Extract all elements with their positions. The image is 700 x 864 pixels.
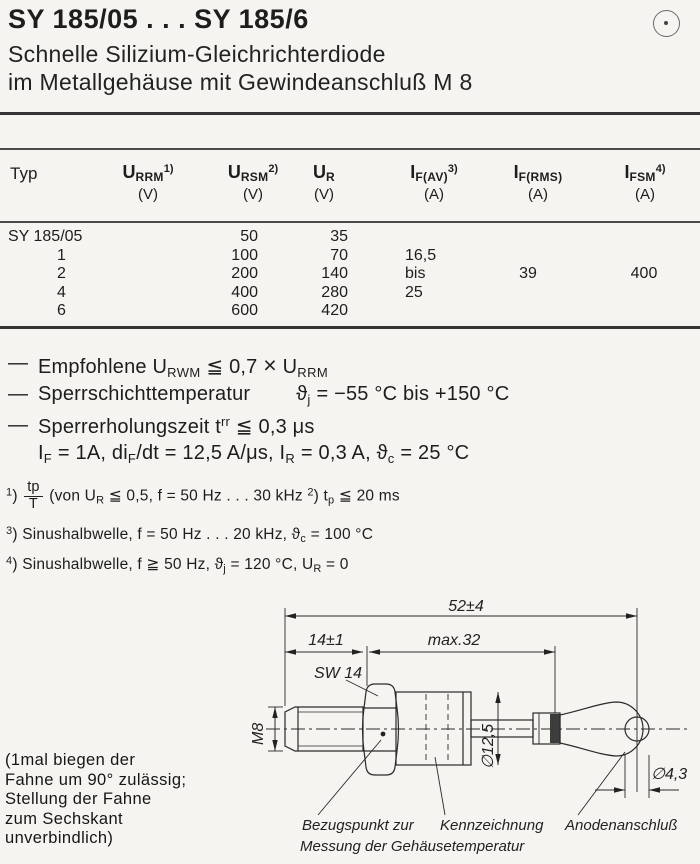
- column-header-ifrms: [514, 162, 563, 203]
- remark-line: (1mal biegen der: [5, 751, 136, 769]
- column-unit: (V): [137, 186, 158, 203]
- cell-ifsm: [588, 302, 700, 321]
- remark-line: Stellung der Fahne: [5, 790, 152, 808]
- table-row: [0, 228, 700, 247]
- leader-anode: [578, 752, 625, 815]
- cell-typ: SY 185/05: [8, 228, 83, 245]
- anode-connection-label: Anodenanschluß: [565, 817, 678, 834]
- cell-urrm: 100: [231, 246, 258, 264]
- remark-line: unverbindlich): [5, 829, 114, 847]
- column-header-label: $I_{F(AV)}^{3)}$: [410, 162, 458, 184]
- column-header-label: Typ: [10, 164, 38, 183]
- table-rule-mid: [0, 221, 700, 223]
- column-header-label: $U_{RSM}^{2)}$: [227, 162, 279, 184]
- table-row: [0, 284, 700, 303]
- note-urwm: [0, 352, 700, 380]
- cell-urrm: 400: [231, 283, 258, 301]
- publisher-mark-icon: [653, 10, 680, 37]
- cell-ifsm: [588, 284, 700, 303]
- leader-marking: [435, 757, 445, 815]
- header-rule: [0, 112, 700, 115]
- footnote-3: $^3$) Sinushalbwelle, f = 50 Hz . . . 20 kHz, $ϑ_c = 100$ °C: [6, 525, 374, 545]
- column-header-ursm: [228, 162, 278, 203]
- flag-bending-remark: [5, 751, 186, 849]
- note-dash: [0, 442, 38, 466]
- cell-urrm: 50: [240, 228, 258, 245]
- table-row: [0, 302, 700, 321]
- remark-line: zum Sechskant: [5, 809, 124, 828]
- sleeve-crimp: [550, 714, 560, 743]
- column-header-ur: [313, 162, 335, 203]
- column-header-label: $U_R$: [313, 162, 335, 184]
- cell-ifav: 16,5: [405, 246, 437, 264]
- cell-ifrms: [468, 228, 588, 247]
- note-junction-temperature: [0, 383, 700, 407]
- package-outline-drawing: [238, 593, 700, 864]
- column-header-ifav: [410, 162, 457, 203]
- cell-ifrms: [468, 284, 588, 303]
- leader-sw14: [346, 680, 378, 696]
- cell-ifav: [348, 228, 468, 247]
- cell-typ: 4: [57, 283, 66, 301]
- remark-line: Fahne um 90° zulässig;: [5, 770, 187, 789]
- column-header-label: $I_{FSM}^{4)}$: [624, 162, 666, 184]
- dimension-body-label: max.32: [427, 632, 481, 649]
- subtitle-line-1: Schnelle Silizium-Gleichrichterdiode: [8, 41, 386, 67]
- cell-ifsm: [588, 228, 700, 247]
- column-unit: (V): [242, 186, 263, 203]
- footnote-4: $^4$) Sinushalbwelle, f ≧ 50 Hz, $ϑ_j = 120$ °C, $U_R = 0$: [6, 555, 349, 575]
- body-diameter-label: ∅12,5: [480, 723, 497, 769]
- publisher-mark-dot: [664, 21, 668, 25]
- cell-ur: 140: [321, 265, 348, 282]
- table-body: [0, 228, 700, 321]
- note-test-conditions: [0, 442, 700, 466]
- table-row: [0, 265, 700, 284]
- cell-ifrms: [468, 247, 588, 266]
- cell-typ: 2: [57, 265, 66, 282]
- hole-diameter-label: ∅4,3: [651, 766, 688, 783]
- cell-ifrms: [468, 302, 588, 321]
- cell-ur: 70: [330, 246, 348, 264]
- note-dash: —: [8, 352, 29, 374]
- footnote-1-2: $^1$) $\frac{tp}{T}$ (von $U_R$ ≦ 0,5, f = 50 Hz . . . 30 kHz $^2$) $t_p$ ≦ 20 ms: [6, 479, 400, 512]
- case-temperature-reference-dot: [381, 732, 386, 737]
- table-rule-top: [0, 148, 700, 150]
- cell-typ: 6: [57, 302, 66, 319]
- column-unit: (V): [314, 186, 334, 203]
- subtitle-line-2: im Metallgehäuse mit Gewindeanschluß M 8: [8, 69, 473, 95]
- ref-point-label-line2: Messung der Gehäusetemperatur: [300, 838, 525, 855]
- dimension-total-label: 52±4: [448, 598, 484, 615]
- note-dash: —: [8, 414, 29, 436]
- note-text: $I_F = 1A$, $di_F/dt = 12,5$ A/μs, $I_R = 0,3$ A, $ϑ_c = 25$ °C: [38, 442, 470, 466]
- column-header-ifsm: [624, 162, 665, 203]
- cell-urrm: 600: [231, 302, 258, 319]
- ref-point-label-line1: Bezugspunkt zur: [302, 817, 414, 834]
- hex-nut-outline: [364, 684, 397, 708]
- cell-typ: 1: [57, 246, 66, 264]
- column-unit: (A): [424, 186, 444, 203]
- cell-urrm: 200: [231, 265, 258, 282]
- note-text: Sperrschichttemperatur $ϑ_j = -55$ °C bis +150 °C: [38, 383, 510, 407]
- cell-ifrms: 39: [519, 265, 537, 282]
- thread-size-label: M8: [250, 722, 267, 745]
- marking-label: Kennzeichnung: [440, 817, 544, 834]
- cell-ifsm: [588, 247, 700, 266]
- table-row: [0, 247, 700, 266]
- cell-ifav: bis: [405, 265, 426, 282]
- column-unit: (A): [635, 186, 655, 203]
- column-header-label: $I_{F(RMS)}$: [513, 162, 563, 184]
- column-header-urrm: [122, 162, 173, 203]
- column-header-label: $U_{RRM}^{1)}$: [122, 162, 174, 184]
- table-rule-bottom: [0, 326, 700, 329]
- cell-ur: 420: [321, 302, 348, 319]
- column-unit: (A): [528, 186, 548, 203]
- page-title: SY 185/05 . . . SY 185/6: [8, 4, 309, 34]
- hex-size-label: SW 14: [314, 665, 363, 682]
- cell-ifsm: 400: [630, 265, 658, 282]
- cell-ifav: [348, 302, 468, 321]
- note-dash: —: [8, 383, 29, 405]
- cell-ur: 280: [321, 283, 348, 301]
- page-subtitle: [8, 40, 473, 96]
- note-text: Sperrerholungszeit $t^{rr}$ ≦ 0,3 μs: [38, 414, 315, 438]
- table-header: [0, 152, 700, 220]
- cell-ur: 35: [330, 228, 348, 245]
- dimension-stud-label: 14±1: [308, 632, 344, 649]
- column-header-typ: [10, 164, 37, 184]
- cell-ifav: 25: [405, 283, 423, 301]
- note-reverse-recovery: [0, 414, 700, 439]
- note-text: Empfohlene $U_{RWM}$ ≦ $0,7 \times U_{RRM}$: [38, 352, 329, 380]
